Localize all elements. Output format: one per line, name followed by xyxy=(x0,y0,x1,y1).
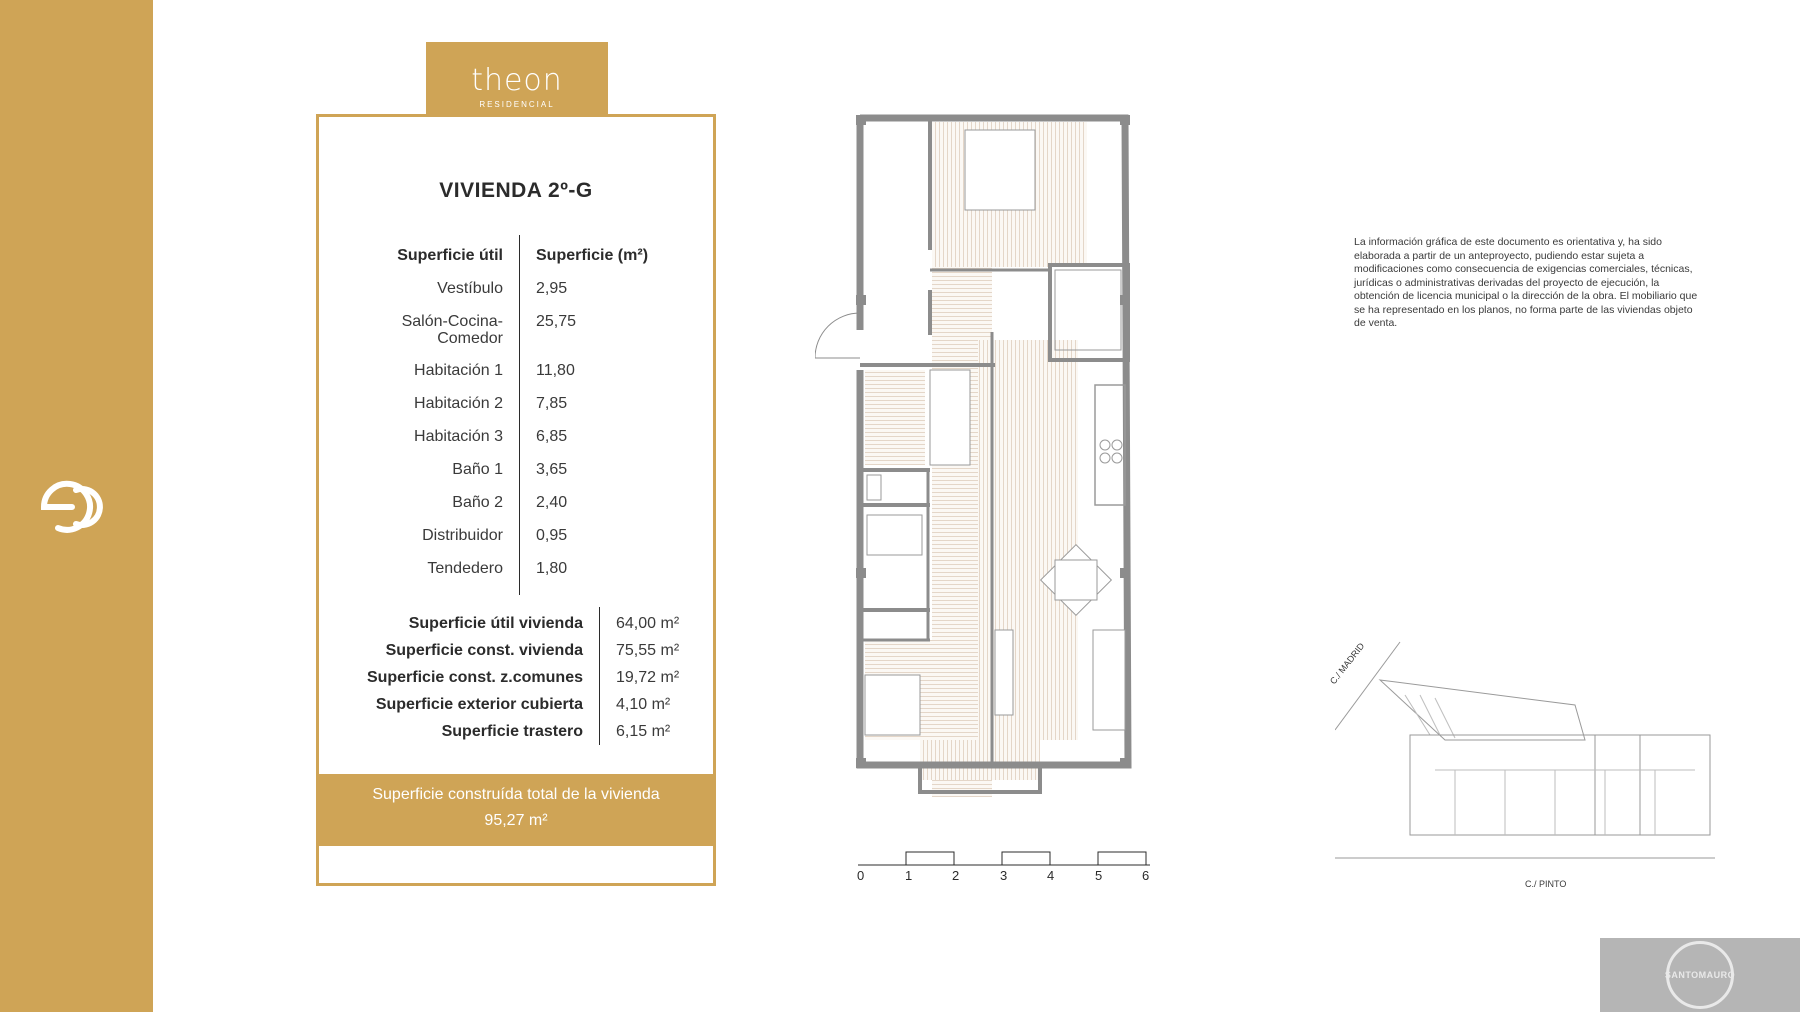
scale-label: 2 xyxy=(952,868,960,883)
room-name: Habitación 3 xyxy=(414,428,503,445)
room-value: 2,95 xyxy=(536,280,568,297)
side-band xyxy=(0,0,153,1012)
summary-name: Superficie trastero xyxy=(441,723,583,740)
table-divider xyxy=(519,235,520,595)
room-name xyxy=(402,313,503,347)
summary-value: 64,00 m² xyxy=(616,615,680,632)
street-label: C./ PINTO xyxy=(1525,879,1567,889)
site-location-map xyxy=(1335,640,1725,870)
room-name-line-2: Comedor xyxy=(437,330,503,347)
agency-watermark xyxy=(1600,938,1800,1012)
scale-label: 5 xyxy=(1095,868,1103,883)
room-value: 3,65 xyxy=(536,461,568,478)
summary-value: 6,15 m² xyxy=(616,723,671,740)
unit-title: VIVIENDA 2º-G xyxy=(439,179,593,202)
watermark-text: SANTOMAURO xyxy=(1664,970,1736,980)
summary-value: 4,10 m² xyxy=(616,696,671,713)
scale-bar xyxy=(850,840,1170,880)
summary-value: 75,55 m² xyxy=(616,642,680,659)
unit-info-card xyxy=(316,114,716,886)
scale-label: 6 xyxy=(1142,868,1150,883)
room-value: 6,85 xyxy=(536,428,568,445)
ec-logo-icon xyxy=(38,478,116,536)
floor-plan xyxy=(815,100,1135,800)
room-value: 2,40 xyxy=(536,494,568,511)
scale-label: 0 xyxy=(857,868,865,883)
header-value: Superficie (m²) xyxy=(536,247,649,264)
summary-value: 19,72 m² xyxy=(616,669,680,686)
total-area-banner xyxy=(319,774,713,846)
header-name: Superficie útil xyxy=(397,247,503,264)
scale-label: 1 xyxy=(905,868,913,883)
room-value: 1,80 xyxy=(536,560,568,577)
room-value: 11,80 xyxy=(536,362,575,379)
room-name: Baño 1 xyxy=(452,461,503,478)
room-name-line-1: Salón-Cocina- xyxy=(401,313,503,330)
summary-name: Superficie exterior cubierta xyxy=(375,696,583,713)
summary-name: Superficie const. z.comunes xyxy=(366,669,583,686)
summary-name: Superficie const. vivienda xyxy=(385,642,583,659)
total-label: Superficie construída total de la vivienda xyxy=(372,786,660,803)
summary-name: Superficie útil vivienda xyxy=(408,615,583,632)
watermark-seal-icon xyxy=(1666,941,1734,1009)
room-name: Tendedero xyxy=(427,560,503,577)
logo-subtitle: RESIDENCIAL xyxy=(479,99,555,109)
disclaimer-text: La información gráfica de este documento es orientativa y, ha sido elaborada a partir de un anteproyecto, pudiendo estar sujeta a modificaciones como consecuencia de exigencias comerciales, técnicas, jurídicas o administrativas derivadas del proyecto de ejecución, la obtención de licencia municipal o la dirección de la obra. El mobiliario que se ha representado en los planos, no forma parte de las viviendas objeto de venta. xyxy=(1354,236,1698,329)
total-value: 95,27 m² xyxy=(484,812,548,829)
scale-label: 3 xyxy=(1000,868,1008,883)
room-name: Habitación 2 xyxy=(414,395,503,412)
balcony-floor xyxy=(920,740,1040,780)
summary-divider xyxy=(599,607,600,745)
bedroom-3-floor xyxy=(865,370,925,465)
scale-label: 4 xyxy=(1047,868,1055,883)
room-name: Vestíbulo xyxy=(437,280,503,297)
street-label: C./ MADRID xyxy=(1328,640,1367,687)
room-value: 25,75 xyxy=(536,313,577,330)
room-value: 0,95 xyxy=(536,527,568,544)
room-value: 7,85 xyxy=(536,395,568,412)
room-name: Baño 2 xyxy=(452,494,503,511)
room-name: Habitación 1 xyxy=(414,362,503,379)
room-name: Distribuidor xyxy=(422,527,503,544)
logo-word: theon xyxy=(471,62,563,98)
